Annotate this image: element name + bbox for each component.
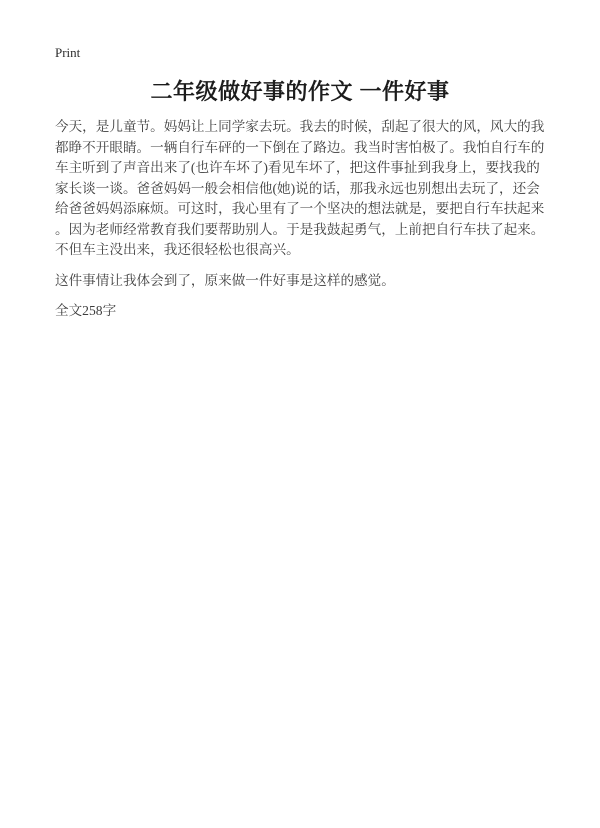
text-line: 都睁不开眼睛。一辆自行车砰的一下倒在了路边。我当时害怕极了。我怕自行车的 [55,139,545,155]
text-line: 今天，是儿童节。妈妈让上同学家去玩。我去的时候，刮起了很大的风，风大的我 [55,119,545,134]
print-button[interactable]: Print [55,45,81,60]
essay-paragraph [55,271,600,292]
text-line: 车主听到了声音出来了(也许车坏了)看见车坏了，把这件事扯到我身上，要找我的 [55,160,540,175]
text-line: 给爸爸妈妈添麻烦。可这时，我心里有了一个坚决的想法就是，要把自行车扶起来 [55,201,545,216]
word-count: 全文258字 [55,303,117,318]
text-line: 这件事情让我体会到了，原来做一件好事是这样的感觉。 [55,272,395,288]
page-title: 二年级做好事的作文 一件好事 [150,79,450,104]
essay-paragraph [55,117,600,261]
essay-body [55,117,600,291]
text-line: 家长谈一谈。爸爸妈妈一般会相信他(她)说的话，那我永远也别想出去玩了，还会 [55,180,540,196]
text-line: 。因为老师经常教育我们要帮助别人。于是我鼓起勇气，上前把自行车扶了起来。 [55,221,545,237]
text-line: 不但车主没出来，我还很轻松也很高兴。 [55,242,300,257]
